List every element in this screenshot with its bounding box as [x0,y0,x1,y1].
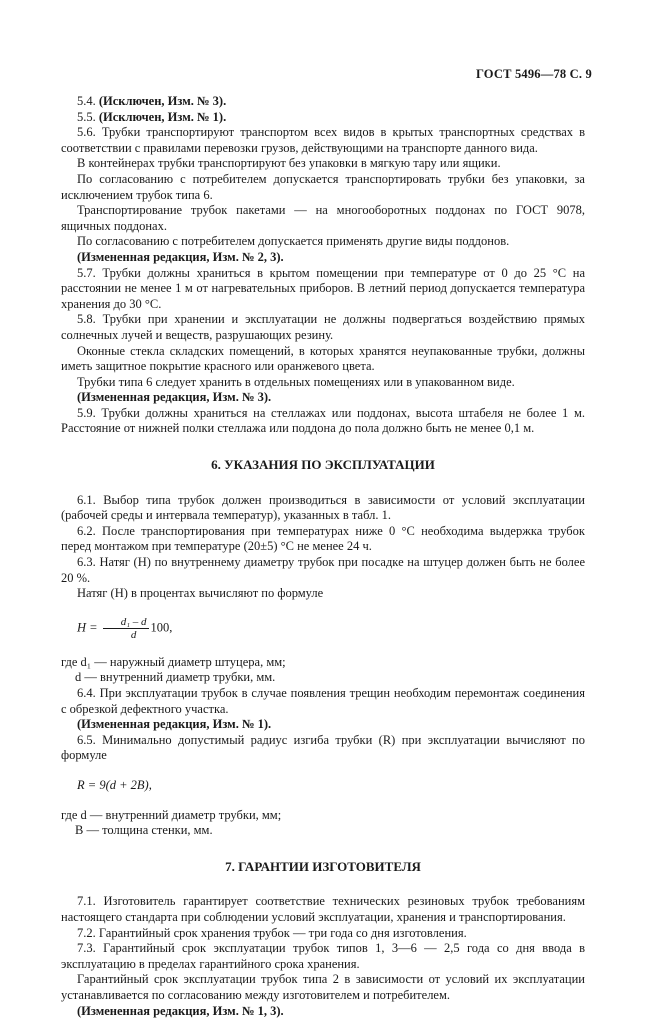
clause-5-9: 5.9. Трубки должны храниться на стеллажах или поддонах, высота штабеля не более 1 м. Расстояние от нижней полки стеллажа или поддона до пола должно быть не менее 0,1 м. [61,406,585,437]
formula-fraction: $\frac{\text{d₁ – d}}{d}$ [103,616,149,641]
clause-5-6-containers: В контейнерах трубки транспортируют без упаковки в мягкую тару или ящики. [61,156,585,172]
section-6-title: 6. УКАЗАНИЯ ПО ЭКСПЛУАТАЦИИ [61,457,585,473]
formula-legend-item: d — внутренний диаметр трубки, мм. [61,670,585,686]
formula-legend-item: B — толщина стенки, мм. [61,823,585,839]
document-body [61,94,585,1019]
clause-7-3: 7.3. Гарантийный срок эксплуатации трубок типов 1, 3—6 — 2,5 года со дня ввода в эксплуатацию в пределах гарантийного срока хранения. [61,941,585,972]
section-7-title: 7. ГАРАНТИИ ИЗГОТОВИТЕЛЯ [61,859,585,875]
clause-7-2: 7.2. Гарантийный срок хранения трубок — три года со дня изготовления. [61,926,585,942]
clause-6-3: 6.3. Натяг (Н) по внутреннему диаметру трубок при посадке на штуцер должен быть не более 20 %. [61,555,585,586]
clause-6-3-formula-intro: Натяг (Н) в процентах вычисляют по формуле [61,586,585,602]
clause-5-8-type6: Трубки типа 6 следует хранить в отдельных помещениях или в упакованном виде. [61,375,585,391]
revision-note: (Измененная редакция, Изм. № 1). [61,717,585,733]
revision-note: (Измененная редакция, Изм. № 2, 3). [61,250,585,266]
clause-5-7: 5.7. Трубки должны храниться в крытом помещении при температуре от 0 до 25 °С на расстоянии не менее 1 м от нагревательных приборов. В летний период допускается температура хранения до 30 °С. [61,266,585,313]
clause-6-5: 6.5. Минимально допустимый радиус изгиба трубки (R) при эксплуатации вычисляют по формуле [61,733,585,764]
clause-5-8: 5.8. Трубки при хранении и эксплуатации не должны подвергаться воздействию прямых солнечных лучей и веществ, разрушающих резину. [61,312,585,343]
revision-note: (Измененная редакция, Изм. № 3). [61,390,585,406]
clause-6-4: 6.4. При эксплуатации трубок в случае появления трещин необходим перемонтаж соединения с обрезкой дефектного участка. [61,686,585,717]
clause-6-1: 6.1. Выбор типа трубок должен производиться в зависимости от условий эксплуатации (рабочей среды и интервала температур), указанных в табл. 1. [61,493,585,524]
page-header: ГОСТ 5496—78 С. 9 [476,67,592,82]
formula-bend-radius: R = 9(d + 2B), [61,778,585,794]
clause-5-8-windows: Оконные стекла складских помещений, в которых хранятся неупакованные трубки, должны иметь защитное покрытие красного или оранжевого цвета. [61,344,585,375]
clause-5-6: 5.6. Трубки транспортируют транспортом всех видов в крытых транспортных средствах в соответствии с правилами перевозки грузов, действующими на транспорте данного вида. [61,125,585,156]
formula-legend-item: где d — внутренний диаметр трубки, мм; [61,808,585,824]
clause-7-1: 7.1. Изготовитель гарантирует соответствие технических резиновых трубок требованиям настоящего стандарта при соблюдении условий эксплуатации, хранения и транспортирования. [61,894,585,925]
clause-5-6-pallets: Транспортирование трубок пакетами — на многооборотных поддонах по ГОСТ 9078, ящичных поддонах. [61,203,585,234]
formula-legend-item: где d₁ — наружный диаметр штуцера, мм; [61,655,585,671]
clause-6-2: 6.2. После транспортирования при температурах ниже 0 °С необходима выдержка трубок перед монтажом при температуре (20±5) °С не менее 24 ч. [61,524,585,555]
clause-5-6-no-packaging: По согласованию с потребителем допускается транспортировать трубки без упаковки, за исключением трубок типа 6. [61,172,585,203]
clause-5-5: 5.5. (Исключен, Изм. № 1). [61,110,585,126]
formula-tension: H = $\frac{\text{d₁ – d}}{d}$ 100, [61,616,585,641]
clause-7-3-type2: Гарантийный срок эксплуатации трубок типа 2 в зависимости от условий их эксплуатации устанавливается по согласованию между изготовителем и потребителем. [61,972,585,1003]
revision-note: (Измененная редакция, Изм. № 1, 3). [61,1004,585,1019]
clause-5-4: 5.4. (Исключен, Изм. № 3). [61,94,585,110]
clause-5-6-other-pallets: По согласованию с потребителем допускается применять другие виды поддонов. [61,234,585,250]
